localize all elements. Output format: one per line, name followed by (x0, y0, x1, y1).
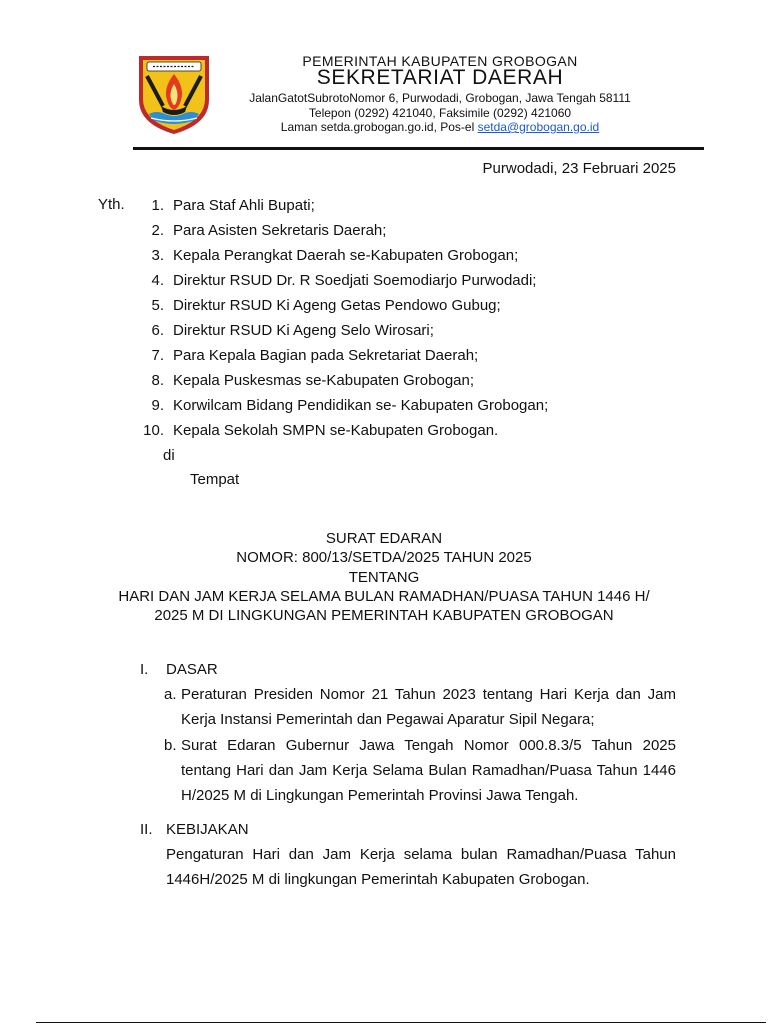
letterhead-web-prefix: Laman setda.grobogan.go.id, Pos-el (280, 120, 478, 134)
section-1-number: I. (140, 661, 149, 678)
section-2-text: Pengaturan Hari dan Jam Kerja selama bulan Ramadhan/Puasa Tahun 1446H/2025 M di lingkungan Pemerintah Kabupaten Grobogan. (166, 846, 676, 888)
recipient-item (136, 318, 548, 343)
document-type: SURAT EDARAN (325, 530, 443, 547)
recipient-list (136, 193, 548, 443)
recipient-number: 4. (151, 272, 164, 289)
recipient-number: 1. (151, 197, 164, 214)
addressee-di: di (163, 447, 175, 464)
grobogan-coat-of-arms-icon (133, 50, 215, 136)
letterhead-divider (133, 147, 704, 150)
document-subject-line2: 2025 M DI LINGKUNGAN PEMERINTAH KABUPATEN GROBOGAN (154, 607, 614, 624)
recipient-text: Kepala Sekolah SMPN se-Kabupaten Grobogan. (173, 422, 499, 439)
recipient-text: Kepala Perangkat Daerah se-Kabupaten Grobogan; (173, 247, 519, 264)
recipient-item (136, 293, 548, 318)
letterhead-office-name: SEKRETARIAT DAERAH (316, 66, 564, 89)
recipient-number: 5. (151, 297, 164, 314)
addressee-label: Yth. (98, 196, 125, 213)
section-1-item-a-label: a. (164, 686, 177, 703)
recipient-item (136, 243, 548, 268)
section-1-item-a-text: Peraturan Presiden Nomor 21 Tahun 2023 tentang Hari Kerja dan Jam Kerja Instansi Pemerintah dan Pegawai Aparatur Sipil Negara; (181, 686, 676, 728)
recipient-number: 10. (143, 422, 164, 439)
recipient-text: Para Kepala Bagian pada Sekretariat Daerah; (173, 347, 479, 364)
recipient-item (136, 193, 548, 218)
section-2-heading: KEBIJAKAN (166, 821, 249, 838)
letterhead-phone: Telepon (0292) 421040, Faksimile (0292) 421060 (308, 106, 572, 120)
recipient-item (136, 393, 548, 418)
letterhead-address: JalanGatotSubrotoNomor 6, Purwodadi, Grobogan, Jawa Tengah 58111 (249, 91, 631, 105)
email-link[interactable]: setda@grobogan.go.id (477, 120, 600, 134)
letterhead-web (240, 120, 640, 134)
recipient-text: Direktur RSUD Ki Ageng Getas Pendowo Gubug; (173, 297, 501, 314)
recipient-number: 8. (151, 372, 164, 389)
recipient-number: 2. (151, 222, 164, 239)
recipient-item (136, 218, 548, 243)
document-subject-line1: HARI DAN JAM KERJA SELAMA BULAN RAMADHAN/PUASA TAHUN 1446 H/ (118, 588, 650, 605)
recipient-item (136, 268, 548, 293)
document-number: NOMOR: 800/13/SETDA/2025 TAHUN 2025 (236, 549, 532, 566)
recipient-text: Direktur RSUD Dr. R Soedjati Soemodiarjo Purwodadi; (173, 272, 537, 289)
section-1-item-b-text: Surat Edaran Gubernur Jawa Tengah Nomor 000.8.3/5 Tahun 2025 tentang Hari dan Jam Kerja Selama Bulan Ramadhan/Puasa Tahun 1446 H/2025 M di Lingkungan Pemerintah Provinsi Jawa Tengah. (181, 737, 676, 804)
recipient-item (136, 343, 548, 368)
recipient-number: 7. (151, 347, 164, 364)
section-1-item-b-label: b. (164, 737, 177, 754)
addressee-place: Tempat (190, 471, 240, 488)
letter-date: Purwodadi, 23 Februari 2025 (482, 160, 676, 177)
section-1-heading: DASAR (166, 661, 218, 678)
recipient-text: Para Asisten Sekretaris Daerah; (173, 222, 387, 239)
recipient-number: 9. (151, 397, 164, 414)
section-2-number: II. (140, 821, 153, 838)
letterhead-government-name: PEMERINTAH KABUPATEN GROBOGAN (302, 53, 578, 69)
document-about-label: TENTANG (348, 569, 420, 586)
recipient-item (136, 418, 548, 443)
recipient-text: Kepala Puskesmas se-Kabupaten Grobogan; (173, 372, 475, 389)
recipient-number: 6. (151, 322, 164, 339)
recipient-text: Direktur RSUD Ki Ageng Selo Wirosari; (173, 322, 434, 339)
page-bottom-rule (36, 1022, 766, 1023)
recipient-text: Korwilcam Bidang Pendidikan se- Kabupaten Grobogan; (173, 397, 549, 414)
recipient-number: 3. (151, 247, 164, 264)
recipient-text: Para Staf Ahli Bupati; (173, 197, 315, 214)
recipient-item (136, 368, 548, 393)
